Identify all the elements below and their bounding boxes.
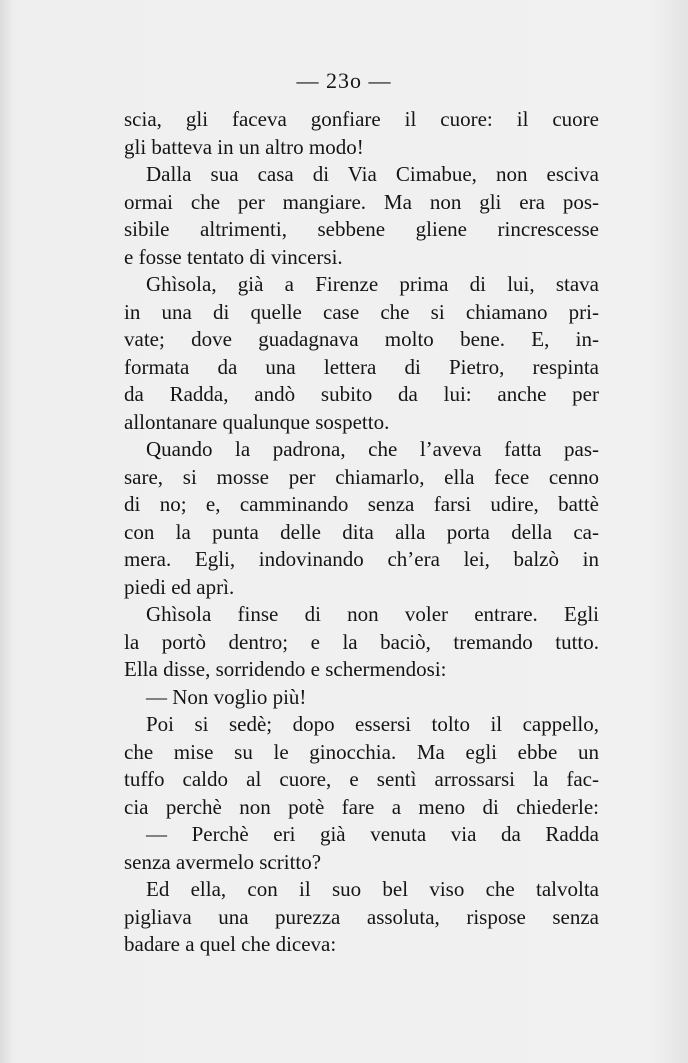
text-line: allontanare qualunque sospetto. bbox=[124, 409, 390, 434]
text-line: di no; e, camminando senza farsi udire, battè bbox=[124, 492, 599, 516]
text-line: in una di quelle case che si chiamano pri- bbox=[124, 299, 599, 324]
text-line: — Non voglio più! bbox=[146, 684, 307, 709]
text-line: sare, si mosse per chiamarlo, ella fece cenno bbox=[124, 464, 599, 489]
text-line: gli batteva in un altro modo! bbox=[124, 134, 364, 159]
text-line: tuffo caldo al cuore, e sentì arrossarsi la fac- bbox=[124, 767, 599, 791]
text-line: cia perchè non potè fare a meno di chiederle: bbox=[124, 794, 599, 819]
text-line: Ghìsola, già a Firenze prima di lui, stava bbox=[146, 272, 599, 296]
text-line: ormai che per mangiare. Ma non gli era pos- bbox=[124, 189, 599, 214]
text-line: la portò dentro; e la baciò, tremando tutto. bbox=[124, 629, 599, 654]
text-line: scia, gli faceva gonfiare il cuore: il cuore bbox=[124, 107, 599, 131]
text-line: sibile altrimenti, sebbene gliene rincrescesse bbox=[124, 217, 599, 241]
text-line: Quando la padrona, che l’aveva fatta pas- bbox=[146, 437, 599, 461]
text-line: e fosse tentato di vincersi. bbox=[124, 244, 343, 269]
text-line: badare a quel che diceva: bbox=[124, 932, 337, 956]
text-line: piedi ed aprì. bbox=[124, 574, 235, 599]
text-line: da Radda, andò subito da lui: anche per bbox=[124, 382, 599, 406]
text-line: Ghìsola finse di non voler entrare. Egli bbox=[146, 602, 599, 626]
text-line: — Perchè eri già venuta via da Radda bbox=[146, 822, 599, 846]
text-line: Dalla sua casa di Via Cimabue, non esciva bbox=[146, 162, 599, 186]
text-line: Poi si sedè; dopo essersi tolto il cappello, bbox=[146, 712, 599, 736]
text-line: Ella disse, sorridendo e schermendosi: bbox=[124, 657, 447, 681]
text-line: pigliava una purezza assoluta, rispose senza bbox=[124, 904, 599, 929]
body-text bbox=[124, 106, 599, 959]
text-line: che mise su le ginocchia. Ma egli ebbe un bbox=[124, 739, 599, 764]
text-line: mera. Egli, indovinando ch’era lei, balzò in bbox=[124, 547, 599, 571]
text-line: formata da una lettera di Pietro, respinta bbox=[124, 354, 599, 379]
text-line: con la punta delle dita alla porta della ca- bbox=[124, 519, 599, 544]
text-line: senza avermelo scritto? bbox=[124, 849, 322, 874]
page-number: — 23o — bbox=[296, 68, 392, 93]
text-line: Ed ella, con il suo bel viso che talvolta bbox=[146, 877, 599, 901]
text-line: vate; dove guadagnava molto bene. E, in- bbox=[124, 327, 599, 351]
